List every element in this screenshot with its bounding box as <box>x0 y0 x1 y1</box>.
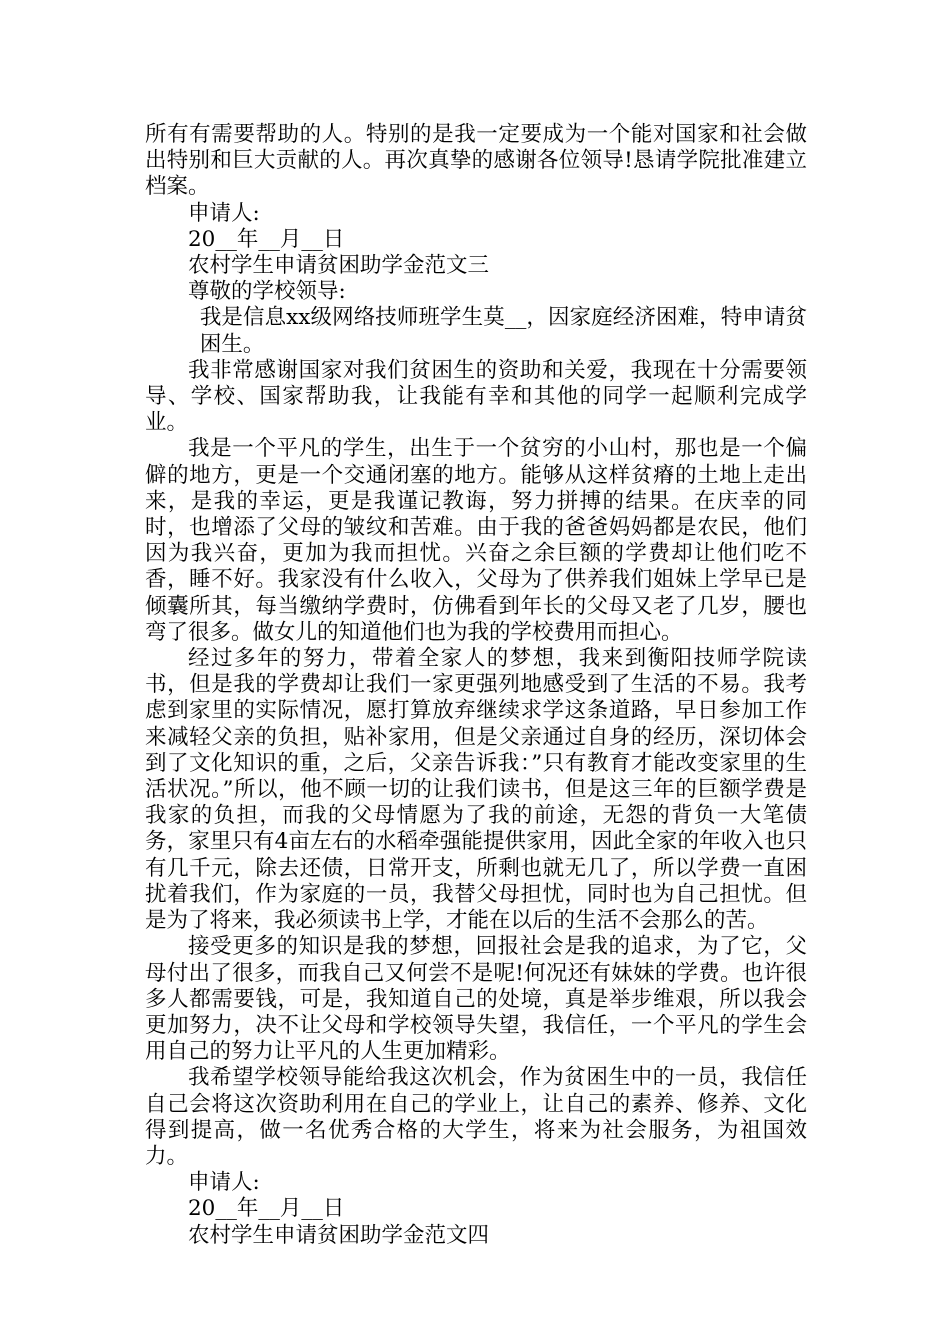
paragraph-closing-continued: 所有有需要帮助的人。特别的是我一定要成为一个能对国家和社会做出特别和巨大贡献的人。再次真挚的感谢各位领导!恳请学院批准建立档案。 <box>145 122 807 200</box>
paragraph-dream: 接受更多的知识是我的梦想，回报社会是我的追求，为了它，父母付出了很多，而我自己又何尝不是呢!何况还有妹妹的学费。也许很多人都需要钱，可是，我知道自己的处境，真是举步维艰，所以我会更加努力，决不让父母和学校领导失望，我信任，一个平凡的学生会用自己的努力让平凡的人生更加精彩。 <box>145 934 807 1065</box>
salutation: 尊敬的学校领导: <box>188 279 346 305</box>
paragraph-family-situation: 经过多年的努力，带着全家人的梦想，我来到衡阳技师学院读书，但是我的学费却让我们一家更强列地感受到了生活的不易。我考虑到家里的实际情况，愿打算放弃继续求学这条道路，早日参加工作来减轻父亲的负担，贴补家用，但是父亲通过自身的经历，深切体会到了文化知识的重，之后，父亲告诉我：”只有教育才能改变家里的生活状况。”所以，他不顾一切的让我们读书，但是这三年的巨额学费是我家的负担，而我的父母情愿为了我的前途，无怨的背负一大笔债务，家里只有4亩左右的水稻牵强能提供家用，因此全家的年收入也只有几千元，除去还债，日常开支，所剩也就无几了，所以学费一直困扰着我们，作为家庭的一员，我替父母担忧，同时也为自己担忧。但是为了将来，我必须读书上学，才能在以后的生活不会那么的苦。 <box>145 646 807 934</box>
paragraph-hope: 我希望学校领导能给我这次机会，作为贫困生中的一员，我信任自己会将这次资助利用在自己的学业上，让自己的素养、修养、文化得到提高，做一名优秀合格的大学生，将来为社会服务，为祖国效力。 <box>145 1065 807 1169</box>
section-title-sample-three: 农村学生申请贫困助学金范文三 <box>188 253 490 279</box>
paragraph-gratitude: 我非常感谢国家对我们贫困生的资助和关爱，我现在十分需要领导、学校、国家帮助我，让我能有幸和其他的同学一起顺利完成学业。 <box>145 357 807 436</box>
date-line: 20__年__月__日 <box>188 226 345 252</box>
section-title-sample-four: 农村学生申请贫困助学金范文四 <box>188 1222 490 1248</box>
paragraph-intro: 我是信息xx级网络技师班学生莫__，因家庭经济困难，特申请贫困生。 <box>199 305 807 357</box>
date-line-2: 20__年__月__日 <box>188 1196 345 1222</box>
applicant-label-2: 申请人: <box>188 1170 260 1196</box>
applicant-label: 申请人: <box>188 200 260 226</box>
document-page <box>145 122 807 1249</box>
paragraph-background: 我是一个平凡的学生，出生于一个贫穷的小山村，那也是一个偏僻的地方，更是一个交通闭塞的地方。能够从这样贫瘠的土地上走出来，是我的幸运，更是我谨记教诲，努力拼搏的结果。在庆幸的同时，也增添了父母的皱纹和苦难。由于我的爸爸妈妈都是农民，他们因为我兴奋，更加为我而担忧。兴奋之余巨额的学费却让他们吃不香，睡不好。我家没有什么收入，父母为了供养我们姐妹上学早已是倾囊所其，每当缴纳学费时，仿佛看到年长的父母又老了几岁，腰也弯了很多。做女儿的知道他们也为我的学校费用而担心。 <box>145 436 807 645</box>
